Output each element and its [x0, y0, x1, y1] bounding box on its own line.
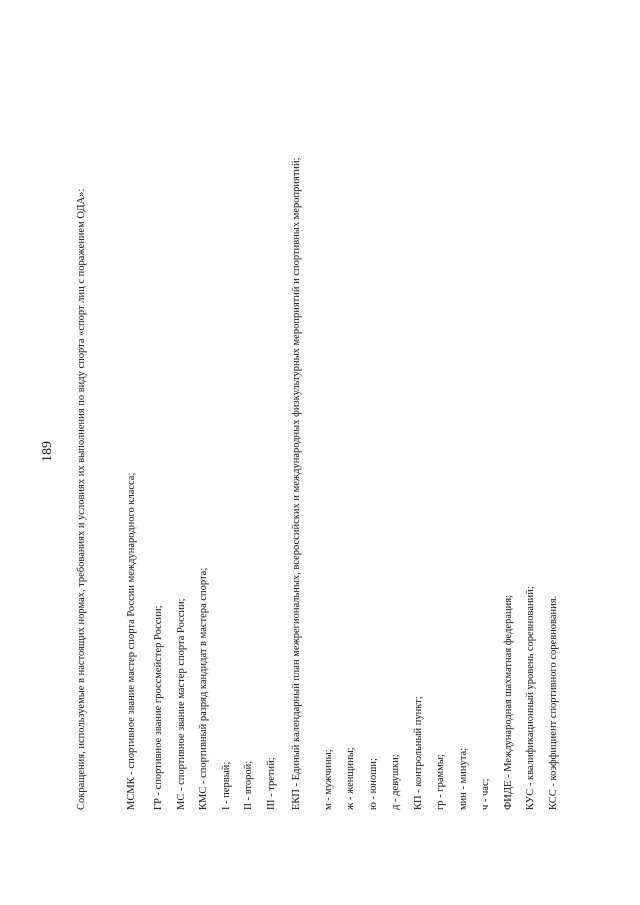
abbr-line-checkpoint: КП - контрольный пункт;: [413, 696, 424, 810]
abbr-line-first: I - первый;: [221, 761, 232, 810]
abbr-line-juniors-boys: ю - юноши;: [368, 758, 379, 810]
abbr-line-mcmk: МСМК - спортивное звание мастер спорта России международного класса;: [126, 472, 137, 810]
abbr-line-third: III - третий;: [266, 757, 277, 810]
abbr-line-kss: КСС - коэффициент спортивного соревнования.: [548, 595, 559, 810]
abbr-line-fide: ФИДЕ - Международная шахматная федерация;: [503, 595, 514, 810]
abbr-line-hour: ч - час;: [480, 778, 491, 810]
intro-line: Сокращения, используемые в настоящих нормах, требованиях и условиях их выполнения по виду спорта «спорт лиц с поражением ОДА»:: [76, 188, 87, 810]
abbr-line-kus: КУС - квалификационный уровень соревнований;: [525, 586, 536, 810]
abbr-line-ms: МС - спортивное звание мастер спорта России;: [176, 598, 187, 810]
abbr-line-second: II - второй;: [243, 760, 254, 810]
abbr-line-grams: гр - граммы;: [435, 754, 446, 810]
abbr-line-juniors-girls: д - девушки;: [390, 754, 401, 810]
page-number: 189: [40, 441, 55, 462]
abbr-line-women: ж - женщины;: [345, 747, 356, 810]
abbr-line-men: м - мужчины;: [323, 749, 334, 810]
abbr-line-ekp: ЕКП - Единый календарный план межрегиональных, всероссийских и международных физкультурных мероприятий и спортивных мероприятий;: [291, 157, 302, 810]
abbr-line-gr: ГР - спортивное звание гроссмейстер России;: [153, 605, 164, 810]
abbr-line-kms: КМС - спортивный разряд кандидат в мастера спорта;: [198, 567, 209, 810]
abbr-line-minute: мин - минута;: [458, 747, 469, 810]
